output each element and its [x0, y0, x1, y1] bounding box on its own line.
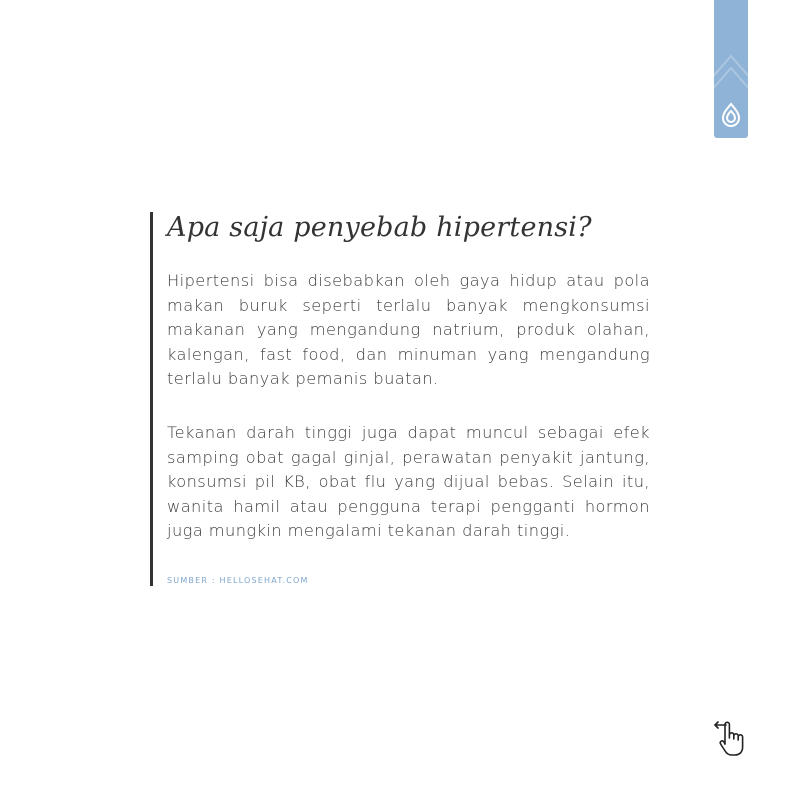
water-drop-logo-icon [714, 0, 748, 138]
article-title: Apa saja penyebab hipertensi? [167, 212, 592, 243]
article-block [150, 212, 673, 586]
article-paragraph-1: Hipertensi bisa disebabkan oleh gaya hidup atau pola makan buruk seperti terlalu banyak mengkonsumsi makanan yang mengandung natrium, produk olahan, kalengan, fast food, dan minuman yang mengandung terlalu banyak pemanis buatan. [167, 271, 650, 388]
swipe-hand-icon[interactable] [712, 718, 752, 758]
source-credit: SUMBER : HELLOSEHAT.COM [167, 576, 309, 585]
article-paragraph-2: Tekanan darah tinggi juga dapat muncul sebagai efek samping obat gagal ginjal, perawatan penyakit jantung, konsumsi pil KB, obat flu yang dijual bebas. Selain itu, wanita hamil atau pengguna terapi pengganti hormon juga mungkin mengalami tekanan darah tinggi. [167, 423, 650, 540]
brand-bookmark-tab [714, 0, 748, 138]
